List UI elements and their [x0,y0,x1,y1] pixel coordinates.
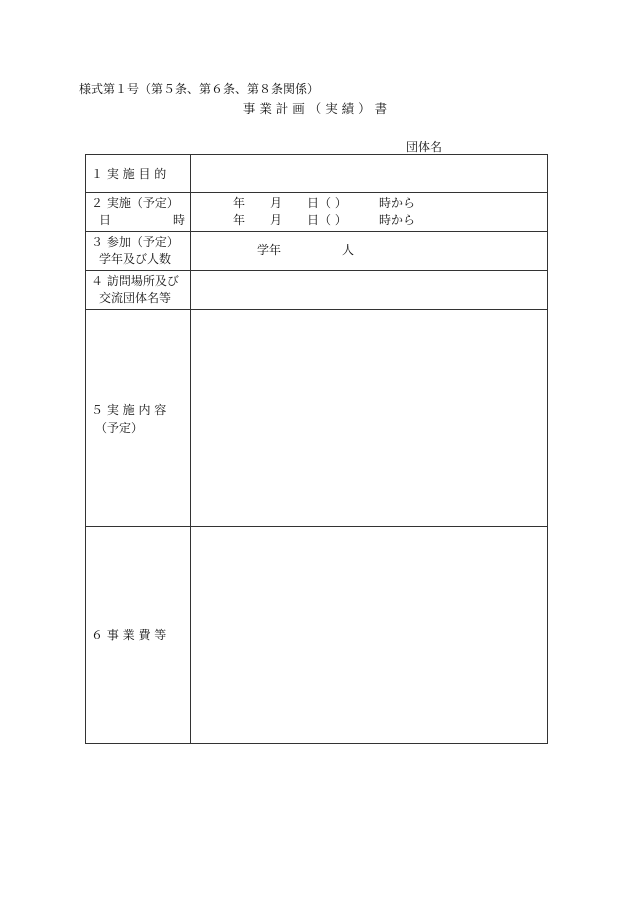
row-schedule [86,193,547,232]
venue-label-line1: ４ 訪問場所及び [91,274,179,288]
expenses-label: ６ 事 業 費 等 [91,628,167,642]
row-participants [86,232,547,271]
schedule-label-line2-right: 時 [173,213,186,227]
purpose-label: １ 実 施 目 的 [91,167,167,181]
row-content [86,310,547,527]
grade-unit: 学年 [257,243,282,257]
document-title: 事 業 計 画 （ 実 績 ） 書 [242,101,388,116]
purpose-label-cell [86,155,191,192]
expenses-label-cell [86,527,191,743]
purpose-value-cell[interactable] [191,155,547,192]
content-label-line1: ５ 実 施 内 容 [91,403,167,417]
content-label-line2: （予定） [95,421,144,435]
content-value-cell[interactable] [191,310,547,526]
plan-table [85,154,548,744]
people-unit: 人 [342,243,355,257]
participants-label-line1: ３ 参加（予定） [91,235,179,249]
schedule-line2-day: 日（ ） [307,213,347,227]
form-number: 様式第１号（第５条、第６条、第８条関係） [79,82,320,96]
row-venue [86,271,547,310]
venue-value-cell[interactable] [191,271,547,309]
participants-label-line2: 学年及び人数 [99,252,172,266]
content-label-cell [86,310,191,526]
schedule-label-line1: ２ 実施（予定） [91,196,179,210]
expenses-value-cell[interactable] [191,527,547,743]
schedule-value-cell[interactable] [191,193,547,231]
venue-label-line2: 交流団体名等 [99,291,172,305]
schedule-line2-month: 月 [270,213,283,227]
schedule-label-cell [86,193,191,231]
venue-label-cell [86,271,191,309]
schedule-line1-year: 年 [233,196,246,210]
schedule-line1-month: 月 [270,196,283,210]
row-purpose [86,155,547,193]
participants-label-cell [86,232,191,270]
schedule-line2-year: 年 [233,213,246,227]
row-expenses [86,527,547,743]
group-name-label: 団体名 [406,140,443,154]
schedule-line2-time: 時から [379,213,416,227]
schedule-label-line2-left: 日 [99,213,112,227]
schedule-line1-day: 日（ ） [307,196,347,210]
schedule-line1-time: 時から [379,196,416,210]
participants-value-cell[interactable] [191,232,547,270]
